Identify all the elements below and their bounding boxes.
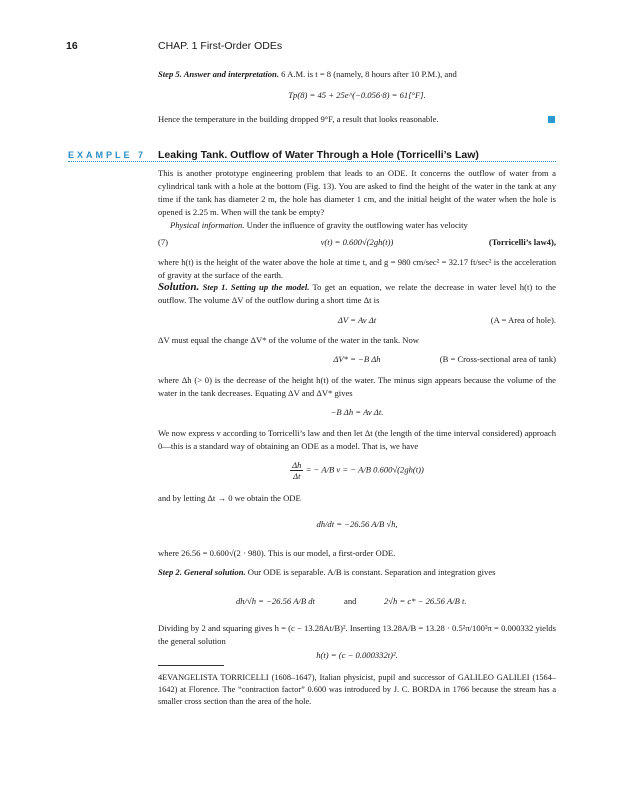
eq7: v(t) = 0.600√(2gh(t)) [320,237,394,247]
example-rule [68,161,556,162]
eq7-label: (Torricelli’s law4), [488,237,556,247]
where-delta-h-paragraph: where Δh (> 0) is the decrease of the height h(t) of the water. The minus sign appears because the volume of the water in the tank decreases. Equating ΔV and ΔV* gives [158,375,556,398]
eq-equate: −B Δh = Av Δt. [330,407,384,417]
dividing-paragraph: Dividing by 2 and squaring gives h = (c − 13.28At/B)². Inserting 13.28A/B = 13.28 · 0.5²π/100²π = 0.000332 yields the general solution [158,623,556,646]
solution-label: Solution. [158,281,200,293]
example-title: Leaking Tank. Outflow of Water Through a Hole (Torricelli’s Law) [158,149,479,161]
step2-text: Our ODE is separable. A/B is constant. Separation and integration gives [245,567,496,577]
eq-ode: dh/dt = −26.56 A/B √h, [316,519,398,529]
torricelli-paragraph: We now express v according to Torricelli’s law and then let Δt (the length of the time interval considered) approach 0—this is a standard way of obtaining an ODE as a model. That is, we have [158,428,556,451]
eq-ratio-numerator: Δh [292,460,302,470]
eq-separation-right: 2√h = c* − 26.56 A/B t. [384,596,467,606]
eq-ratio [158,460,556,481]
eq-delta-v-label: (A = Area of hole). [490,315,556,325]
eq-separation-and: and [344,596,357,606]
step5-heading: Step 5. Answer and interpretation. [158,69,279,79]
delta-v-paragraph: ΔV must equal the change ΔV* of the volume of the water in the tank. Now [158,335,420,345]
page-number: 16 [66,40,78,52]
footnote: 4EVANGELISTA TORRICELLI (1608–1647), Italian physicist, pupil and successor of GALILEO GALILEI (1564–1642) at Florence. The “contraction factor” 0.600 was introduced by J. C. BORDA in 1766 because the stream has a smaller cross section than the area of the hole. [158,673,556,706]
running-header: CHAP. 1 First-Order ODEs [158,40,283,52]
step5-equation: Tp(8) = 45 + 25e^(−0.056·8) = 61[°F]. [288,90,426,100]
eq-ratio-fraction [290,460,303,481]
where-h-paragraph: where h(t) is the height of the water above the hole at time t, and g = 980 cm/sec² = 32.17 ft/sec² is the acceleration of gravity at the surface of the earth. [158,257,556,280]
step2-label: Step 2. General solution. [158,567,246,577]
end-of-example-marker [548,116,555,123]
eq-delta-v-star-label: (B = Cross-sectional area of tank) [439,354,556,364]
solution-step1 [158,281,556,307]
eq-delta-v: ΔV = Av Δt [337,315,377,325]
eq-separation-left: dh/√h = −26.56 A/B dt [236,596,315,606]
eq-ratio-denominator: Δt [293,471,301,481]
eq-general-solution: h(t) = (c − 0.000332t)². [316,650,398,660]
step2-paragraph [158,566,556,579]
step1-label: Step 1. Setting up the model. [202,282,310,292]
example-intro: This is another prototype engineering problem that leads to an ODE. It concerns the outflow of water from a cylindrical tank with a hole at the bottom (Fig. 13). You are asked to find the height of the water in the tank at any time if the tank has diameter 2 m, the hole has diameter 1 cm, and the initial height of the water when the hole is opened is 2.25 m. When will the tank be empty? [158,168,556,217]
eq-delta-v-star: ΔV* = −B Δh [333,354,381,364]
step5-paragraph [158,68,556,81]
physical-information [158,219,556,232]
example-label: EXAMPLE 7 [68,150,147,160]
footnote-rule [158,665,224,666]
letting-paragraph: and by letting Δt → 0 we obtain the ODE [158,493,301,503]
physical-text: Under the influence of gravity the outflowing water has velocity [244,220,468,230]
step1-text: To get an equation, we relate the decrease in water level h(t) to the outflow. The volume ΔV of the outflow during a short time Δt is [158,282,556,305]
eq7-number: (7) [158,237,169,247]
where-constant-paragraph: where 26.56 = 0.600√(2 · 980). This is our model, a first-order ODE. [158,548,396,558]
physical-label: Physical information. [170,220,245,230]
eq-ratio-rhs: = − A/B v = − A/B 0.600√(2gh(t)) [305,464,424,475]
step5-text: 6 A.M. is t = 8 (namely, 8 hours after 10 P.M.), and [278,69,457,79]
step5-conclusion: Hence the temperature in the building dropped 9°F, a result that looks reasonable. [158,114,439,124]
